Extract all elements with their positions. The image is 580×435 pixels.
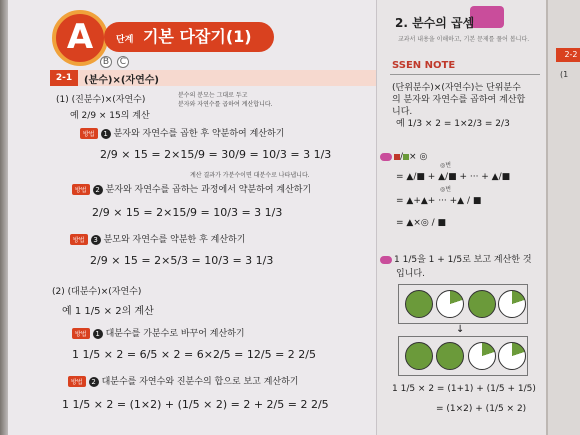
pie-whole-1 [405,290,433,318]
formula-count-label2: ◎번 [440,186,452,193]
part2-method2-equation: 1 1/5 × 2 = (1×2) + (1/5 × 2) = 2 + 2/5 = 2 2/5 [62,398,329,411]
part1-method1 [80,126,284,139]
method-tag: 방법 [70,234,88,245]
next-page-edge [546,0,580,435]
part1-note-line1: 분수의 분모는 그대로 두고 [178,92,248,99]
part1-note-line2: 분자와 자연수를 곱하여 계산합니다. [178,101,273,108]
formula-line1: = ▲/■ + ▲/■ + ··· + ▲/■ [396,172,511,182]
part2-label: (2) (대분수)×(자연수) [52,287,142,297]
down-arrow-icon: ↓ [456,324,465,335]
answer-equation1: 1 1/5 × 2 = (1+1) + (1/5 + 1/5) [392,384,536,394]
pie-fifth-1 [436,290,464,318]
next-section-tag: 2-2 [556,48,580,62]
method-text: 분자와 자연수를 곱한 후 약분하여 계산하기 [113,129,285,139]
pie-whole-4 [436,342,464,370]
formula-times: × ◎ [409,152,428,162]
chapter-title-pill [104,22,274,52]
question-line: 1 1/5을 1 + 1/5로 보고 계산한 것 [394,255,532,265]
stage-marks [100,56,131,68]
ssen-note-text1: (단위분수)×(자연수)는 단위분수 [392,83,521,93]
method-number: 1 [93,329,103,339]
right-page-subtitle: 교과서 내용을 이해하고, 기본 문제를 풀어 봅니다. [398,36,530,43]
part1-method2-equation: 2/9 × 15 = 2×15/9 = 10/3 = 3 1/3 [92,206,283,219]
stage-badge: A [52,10,108,66]
answer-equation2: = (1×2) + (1/5 × 2) [436,404,527,414]
method-number: 1 [101,129,111,139]
method-number: 3 [91,235,101,245]
part1-example: 예 2/9 × 15의 계산 [70,111,150,121]
pie-whole-2 [468,290,496,318]
pie-fifth-4 [498,342,526,370]
right-page-title: 2. 분수의 곱셈 [395,16,475,30]
formula-line3: = ▲×◎ / ■ [396,218,446,228]
note-marker-icon [380,153,392,161]
part1-method2 [72,182,311,195]
part1-method3 [70,232,245,245]
method-number: 2 [93,185,103,195]
part1-method3-equation: 2/9 × 15 = 2×5/3 = 10/3 = 3 1/3 [90,254,274,267]
method-tag: 방법 [80,128,98,139]
chapter-badge [470,6,504,28]
pie-whole-3 [405,342,433,370]
chapter-title: 기본 다잡기(1) [142,27,252,46]
triangle-symbol-icon [394,154,400,160]
part2-method1-equation: 1 1/5 × 2 = 6/5 × 2 = 6×2/5 = 12/5 = 2 2/5 [72,348,316,361]
question-text1 [380,252,532,265]
part1-label: (1) (진분수)×(자연수) [56,95,146,105]
formula-count-label1: ◎번 [440,162,452,169]
method-tag: 방법 [72,328,90,339]
ssen-note-divider [390,74,540,75]
note-marker-icon [380,256,392,264]
method-tag: 방법 [68,376,86,387]
method-text: 대분수를 가분수로 바꾸어 계산하기 [105,329,245,339]
stage-mark-b: B [100,56,112,68]
method-text: 분모와 자연수를 약분한 후 계산하기 [103,235,246,245]
pie-fifth-2 [498,290,526,318]
method-number: 2 [89,377,99,387]
section-title: (분수)×(자연수) [84,75,159,86]
pie-fifth-3 [468,342,496,370]
ssen-note-title: SSEN NOTE [392,60,456,71]
ssen-note-text3: 니다. [392,107,413,117]
part2-method1 [72,326,245,339]
stage-small-label: 단계 [116,35,134,45]
ssen-note-example: 예 1/3 × 2 = 1×2/3 = 2/3 [396,119,510,129]
method-text: 분자와 자연수를 곱하는 과정에서 약분하여 계산하기 [105,185,312,195]
part2-method2 [68,374,298,387]
next-section-text: (1 [560,70,569,79]
question-text2: 입니다. [396,269,425,279]
stage-mark-c: C [117,56,129,68]
method-text: 대분수를 자연수와 진분수의 합으로 보고 계산하기 [101,377,299,387]
ssen-note-text2: 의 분자와 자연수를 곱하여 계산합 [392,95,526,105]
part1-method1-equation: 2/9 × 15 = 2×15/9 = 30/9 = 10/3 = 3 1/3 [100,148,332,161]
method-tag: 방법 [72,184,90,195]
section-tag: 2-1 [50,70,78,86]
formula-line2: = ▲+▲+ ··· +▲ / ■ [396,196,482,206]
part2-example: 예 1 1/5 × 2의 계산 [62,306,154,317]
part1-method1-note: 계산 결과가 가분수이면 대분수로 나타냅니다. [190,172,310,179]
formula-box-row1: / × ◎ [380,152,427,162]
